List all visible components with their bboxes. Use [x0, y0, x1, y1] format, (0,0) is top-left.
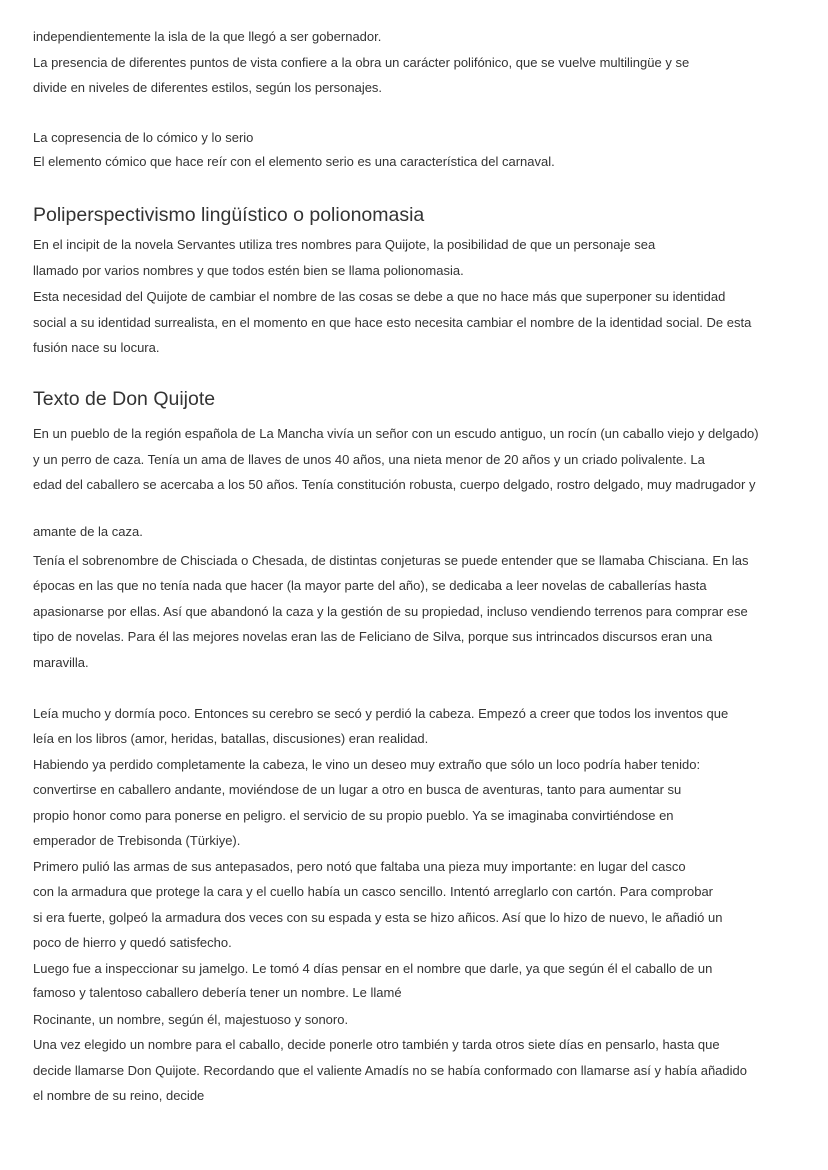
- paragraph-line: social a su identidad surrealista, en el momento en que hace esto necesita cambiar el nombre de la identidad social. De esta: [33, 315, 752, 330]
- paragraph-line: Esta necesidad del Quijote de cambiar el nombre de las cosas se debe a que no hace más que superponer su identidad: [33, 289, 726, 304]
- paragraph-line: Leía mucho y dormía poco. Entonces su cerebro se secó y perdió la cabeza. Empezó a creer que todos los inventos que: [33, 706, 729, 721]
- paragraph-line: propio honor como para ponerse en peligro. el servicio de su propio pueblo. Ya se imaginaba convirtiéndose en: [33, 808, 674, 823]
- paragraph-line: llamado por varios nombres y que todos estén bien se llama polionomasia.: [33, 263, 464, 278]
- paragraph-line: con la armadura que protege la cara y el cuello había un casco sencillo. Intentó arreglarlo con cartón. Para comprobar: [33, 884, 713, 899]
- paragraph-line: En un pueblo de la región española de La Mancha vivía un señor con un escudo antiguo, un rocín (un caballo viejo y delgado): [33, 426, 759, 441]
- paragraph-line: poco de hierro y quedó satisfecho.: [33, 935, 232, 950]
- paragraph-line: Habiendo ya perdido completamente la cabeza, le vino un deseo muy extraño que sólo un loco podría haber tenido:: [33, 757, 701, 772]
- section-heading-texto: Texto de Don Quijote: [33, 388, 216, 410]
- copresence-body: El elemento cómico que hace reír con el elemento serio es una característica del carnaval.: [33, 154, 555, 169]
- paragraph-line: En el incipit de la novela Servantes utiliza tres nombres para Quijote, la posibilidad de que un personaje sea: [33, 237, 656, 252]
- paragraph-line: famoso y talentoso caballero debería tener un nombre. Le llamé: [33, 985, 402, 1000]
- copresence-title: La copresencia de lo cómico y lo serio: [33, 130, 254, 145]
- paragraph-line: y un perro de caza. Tenía un ama de llaves de unos 40 años, una nieta menor de 20 años y un criado polivalente. La: [33, 452, 705, 467]
- paragraph-line: apasionarse por ellas. Así que abandonó la caza y la gestión de su propiedad, incluso vendiendo terrenos para comprar ese: [33, 604, 748, 619]
- paragraph-line: edad del caballero se acercaba a los 50 años. Tenía constitución robusta, cuerpo delgado, rostro delgado, muy madrugador y: [33, 477, 756, 492]
- paragraph-line: amante de la caza.: [33, 524, 143, 539]
- paragraph-line: Primero pulió las armas de sus antepasados, pero notó que faltaba una pieza muy importante: en lugar del casco: [33, 859, 686, 874]
- section-heading-polionomasia: Poliperspectivismo lingüístico o polionomasia: [33, 204, 425, 226]
- paragraph-line: maravilla.: [33, 655, 89, 670]
- paragraph-line: Luego fue a inspeccionar su jamelgo. Le tomó 4 días pensar en el nombre que darle, ya que según él el caballo de un: [33, 961, 713, 976]
- paragraph-line: épocas en las que no tenía nada que hacer (la mayor parte del año), se dedicaba a leer novelas de caballerías hasta: [33, 578, 707, 593]
- paragraph-line: Tenía el sobrenombre de Chisciada o Chesada, de distintas conjeturas se puede entender que se llamaba Chisciana. En las: [33, 553, 749, 568]
- paragraph-line: tipo de novelas. Para él las mejores novelas eran las de Feliciano de Silva, porque sus intrincados discursos eran una: [33, 629, 713, 644]
- intro-line: divide en niveles de diferentes estilos, según los personajes.: [33, 80, 383, 95]
- paragraph-line: emperador de Trebisonda (Türkiye).: [33, 833, 241, 848]
- paragraph-line: decide llamarse Don Quijote. Recordando que el valiente Amadís no se había conformado con llamarse así y había añadido: [33, 1063, 747, 1078]
- intro-line: La presencia de diferentes puntos de vista confiere a la obra un carácter polifónico, que se vuelve multilingüe y se: [33, 55, 690, 70]
- paragraph-line: el nombre de su reino, decide: [33, 1088, 205, 1103]
- paragraph-line: fusión nace su locura.: [33, 340, 160, 355]
- intro-line: independientemente la isla de la que llegó a ser gobernador.: [33, 29, 382, 44]
- paragraph-line: convertirse en caballero andante, moviéndose de un lugar a otro en busca de aventuras, tanto para aumentar su: [33, 782, 682, 797]
- paragraph-line: leía en los libros (amor, heridas, batallas, discusiones) eran realidad.: [33, 731, 429, 746]
- paragraph-line: Una vez elegido un nombre para el caballo, decide ponerle otro también y tarda otros siete días en pensarlo, hasta que: [33, 1037, 720, 1052]
- paragraph-line: si era fuerte, golpeó la armadura dos veces con su espada y esta se hizo añicos. Así que lo hizo de nuevo, le añadió un: [33, 910, 723, 925]
- paragraph-line: Rocinante, un nombre, según él, majestuoso y sonoro.: [33, 1012, 349, 1027]
